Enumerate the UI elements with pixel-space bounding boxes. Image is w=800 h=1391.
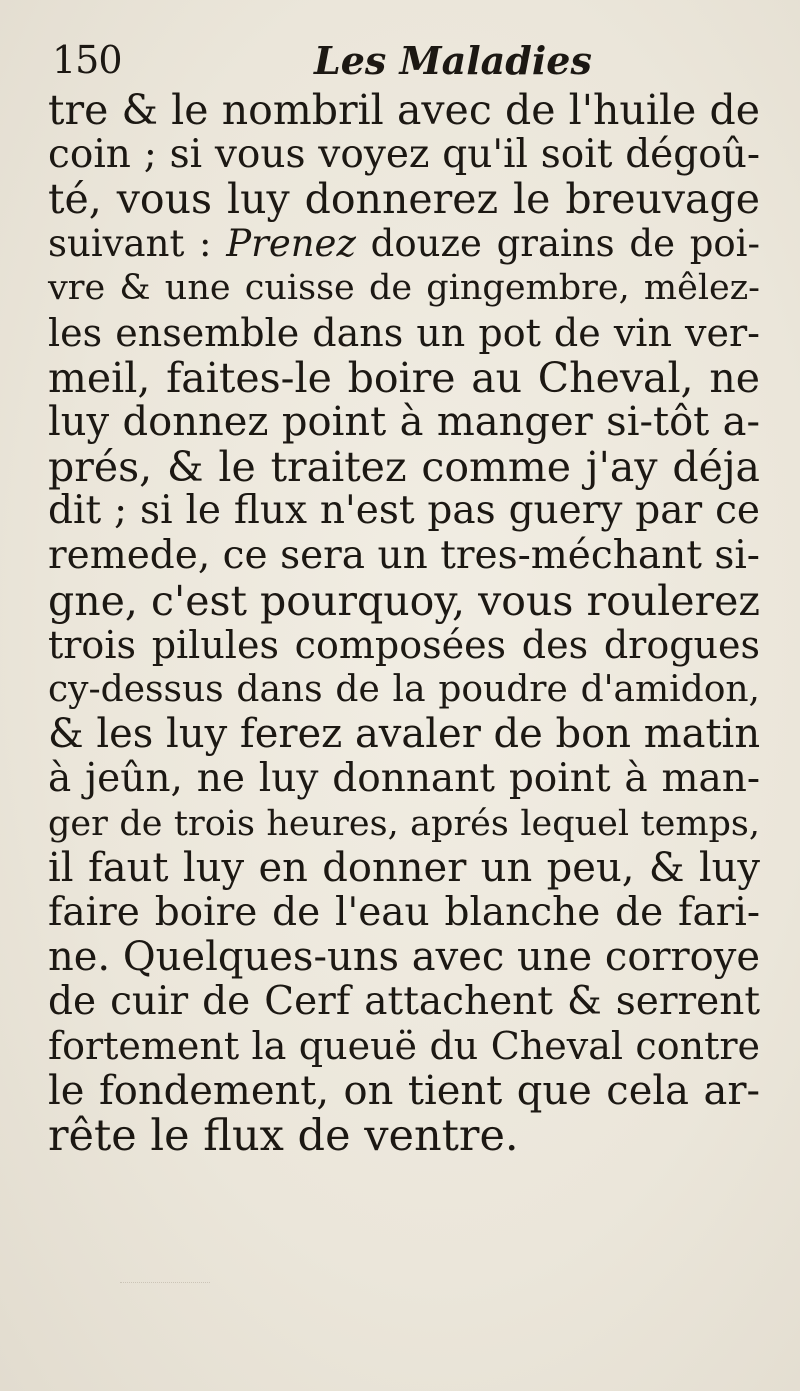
- page-smudge: [120, 1262, 210, 1283]
- text-line: tre & le nombril avec de l'huile de: [48, 86, 760, 134]
- text-line: dit ; si le flux n'est pas guery par ce: [48, 488, 760, 534]
- running-head: Les Maladies: [314, 38, 592, 83]
- text-line: fortement la queuë du Cheval contre: [48, 1024, 760, 1069]
- text-line: gne, c'est pourquoy, vous roulerez: [48, 576, 760, 625]
- text-line: cy-dessus dans de la poudre d'amidon,: [48, 668, 760, 710]
- text-line: té, vous luy donnerez le breuvage: [48, 175, 760, 224]
- body-text: [48, 86, 761, 1161]
- text-line: remede, ce sera un tres-méchant si-: [48, 532, 760, 578]
- page-number: 150: [52, 38, 122, 82]
- text-line: vre & une cuisse de gingembre, mêlez-: [48, 268, 760, 309]
- text-line: coin ; si vous voyez qu'il soit dégoû-: [48, 131, 760, 177]
- text-line: à jeûn, ne luy donnant point à man-: [48, 755, 760, 801]
- text-line: meil, faites-le boire au Cheval, ne: [48, 353, 760, 402]
- text-line: luy donnez point à manger si-tôt a-: [48, 399, 760, 446]
- page-header: [52, 38, 740, 86]
- italic-word: Prenez: [226, 221, 356, 265]
- text-line: faire boire de l'eau blanche de fari-: [48, 889, 760, 935]
- text-line: prés, & le traitez comme j'ay déja: [48, 442, 760, 491]
- text-line: & les luy ferez avaler de bon matin: [48, 711, 761, 758]
- text-line: les ensemble dans un pot de vin ver-: [48, 310, 760, 355]
- text-line: suivant : Prenez douze grains de poi-: [48, 221, 760, 265]
- text-line: de cuir de Cerf attachent & serrent: [48, 978, 760, 1024]
- text-line: ne. Quelques-uns avec une corroye: [48, 934, 760, 981]
- text-line-last: rête le flux de ventre.: [48, 1110, 519, 1161]
- text-line: il faut luy en donner un peu, & luy: [48, 845, 760, 892]
- text-line: trois pilules composées des drogues: [48, 623, 760, 668]
- text-line: le fondement, on tient que cela ar-: [48, 1068, 760, 1115]
- text-line: ger de trois heures, aprés lequel temps,: [48, 803, 760, 844]
